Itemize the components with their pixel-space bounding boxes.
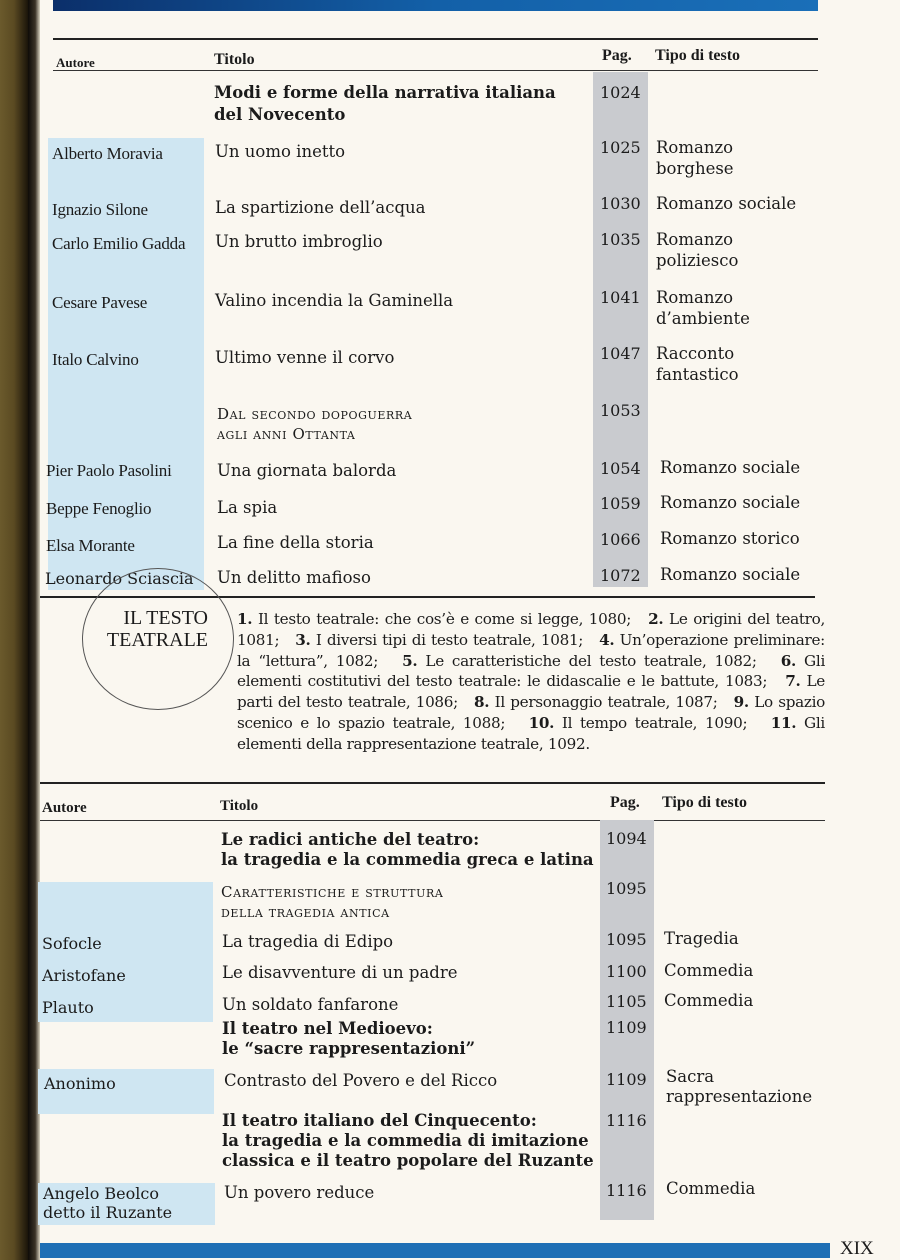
row-type [656, 137, 734, 179]
row-author: Leonardo Sciascia [45, 569, 194, 588]
row-author: Sofocle [42, 934, 102, 953]
row-title: La tragedia di Edipo [222, 932, 394, 951]
table2-heading1 [221, 830, 594, 870]
row-author: Pier Paolo Pasolini [46, 461, 172, 480]
row-author: Anonimo [44, 1074, 116, 1093]
table1-header-rule [53, 70, 818, 71]
row-title: La spia [217, 498, 278, 517]
row-author-line1: Angelo Beolco [43, 1184, 159, 1203]
row-author: Beppe Fenoglio [46, 499, 152, 518]
heading3-line2: la tragedia e la commedia di imitazione [222, 1131, 589, 1150]
row-title: Le disavventure di un padre [222, 963, 458, 982]
section-bottom-rule [40, 782, 825, 784]
table2-heading2 [222, 1019, 475, 1059]
summary-item: 11. Gli elementi della rappresentazione teatrale, 1092. [237, 713, 825, 753]
row-type [656, 343, 739, 385]
row-type: Commedia [664, 961, 754, 980]
heading2-page: 1109 [606, 1018, 647, 1037]
row-type-line2: d’ambiente [656, 309, 750, 328]
heading3-line3: classica e il teatro popolare del Ruzante [222, 1151, 594, 1170]
heading2-line2: le “sacre rappresentazioni” [222, 1039, 476, 1058]
summary-item: 4. Un’operazione preliminare: la “lettura”, 1082; [237, 630, 825, 670]
table1-header-pag: Pag. [602, 47, 632, 64]
table1-top-rule [53, 38, 818, 40]
row-type: Romanzo sociale [660, 565, 801, 584]
row-type: Romanzo storico [660, 529, 800, 548]
row-page: 1030 [600, 194, 641, 213]
row-author: Elsa Morante [46, 536, 135, 555]
row-author: Plauto [42, 998, 94, 1017]
table1-section-heading [214, 82, 556, 126]
row-page: 1025 [600, 138, 641, 157]
section-heading-page: 1024 [600, 83, 641, 102]
subsection-page: 1053 [600, 401, 641, 420]
row-type-line1: Sacra [666, 1067, 715, 1086]
row-type-line2: rappresentazione [666, 1087, 813, 1106]
section-title-line1: IL TESTO [123, 607, 208, 629]
row-type: Commedia [666, 1179, 756, 1198]
table2-header-rule [40, 820, 825, 821]
summary-item: 8. Il personaggio teatrale, 1087; [474, 693, 718, 712]
heading2-line1: Il teatro nel Medioevo: [222, 1019, 433, 1038]
row-title: Un povero reduce [224, 1183, 375, 1202]
section-heading-line2: del Novecento [214, 105, 346, 124]
subsection1-line2: della tragedia antica [221, 903, 390, 921]
top-color-bar [53, 0, 818, 11]
row-type-line1: Romanzo [656, 138, 734, 157]
summary-item: 5. Le caratteristiche del testo teatrale, 1082; [402, 651, 757, 670]
row-type-line1: Romanzo [656, 288, 734, 307]
subsection1-line1: Caratteristiche e struttura [221, 883, 444, 901]
row-title: Valino incendia la Gaminella [215, 291, 454, 310]
row-page: 1105 [606, 992, 647, 1011]
book-spine-shadow [0, 0, 28, 1260]
row-author: Aristofane [42, 966, 126, 985]
row-type: Romanzo sociale [660, 458, 801, 477]
row-type [666, 1067, 812, 1107]
row-page: 1035 [600, 230, 641, 249]
row-type-line1: Romanzo [656, 230, 734, 249]
table2-heading3 [222, 1111, 594, 1171]
heading3-page: 1116 [606, 1111, 647, 1130]
row-author: Carlo Emilio Gadda [52, 234, 186, 253]
section-title [88, 607, 208, 651]
row-page: 1054 [600, 459, 641, 478]
row-author: Italo Calvino [52, 350, 139, 369]
row-type-line1: Racconto [656, 344, 735, 363]
summary-item: 10. Il tempo teatrale, 1090; [528, 713, 748, 732]
row-author: Alberto Moravia [52, 144, 163, 163]
row-page: 1072 [600, 566, 641, 585]
summary-item: 9. Lo spazio scenico e lo spazio teatrale, 1088; [237, 693, 825, 732]
row-type: Romanzo sociale [660, 493, 801, 512]
table1-header-autore: Autore [56, 55, 95, 70]
heading3-line1: Il teatro italiano del Cinquecento: [222, 1111, 537, 1130]
row-page: 1095 [606, 930, 647, 949]
row-page: 1116 [606, 1181, 647, 1200]
row-title: La fine della storia [217, 533, 374, 552]
row-type: Tragedia [664, 929, 739, 948]
row-page: 1109 [606, 1070, 647, 1089]
row-type-line2: borghese [656, 159, 734, 178]
row-title: Ultimo venne il corvo [215, 348, 395, 367]
row-author [43, 1184, 172, 1222]
table1-subsection [217, 404, 412, 444]
subsection1-page: 1095 [606, 879, 647, 898]
row-title: Un soldato fanfarone [222, 995, 399, 1014]
row-author: Cesare Pavese [52, 293, 148, 312]
table1-header-titolo: Titolo [214, 51, 255, 68]
row-page: 1041 [600, 288, 641, 307]
row-author: Ignazio Silone [52, 200, 148, 219]
summary-item: 6. Gli elementi costitutivi del testo teatrale: le didascalie e le battute, 1083; [237, 651, 826, 691]
row-title: Un uomo inetto [215, 142, 346, 161]
row-author-line2: detto il Ruzante [43, 1203, 173, 1222]
row-type: Commedia [664, 991, 754, 1010]
table2-header-tipo: Tipo di testo [662, 794, 748, 811]
section-heading-line1: Modi e forme della narrativa italiana [214, 83, 556, 102]
row-title: Un delitto mafioso [217, 568, 371, 587]
section-title-line2: TEATRALE [106, 629, 208, 651]
subsection-line2: agli anni Ottanta [217, 425, 356, 443]
row-type-line2: fantastico [656, 365, 739, 384]
row-type-line2: poliziesco [656, 251, 739, 270]
heading1-line1: Le radici antiche del teatro: [221, 830, 480, 849]
section-summary [237, 609, 825, 755]
row-page: 1066 [600, 530, 641, 549]
table2-header-titolo: Titolo [220, 798, 259, 814]
heading1-page: 1094 [606, 829, 647, 848]
table1-header-tipo: Tipo di testo [655, 47, 741, 64]
row-page: 1047 [600, 344, 641, 363]
row-title: La spartizione dell’acqua [215, 198, 426, 217]
heading1-line2: la tragedia e la commedia greca e latina [221, 850, 594, 869]
row-title: Una giornata balorda [217, 461, 397, 480]
row-page: 1059 [600, 494, 641, 513]
row-type: Romanzo sociale [656, 194, 797, 213]
row-page: 1100 [606, 962, 647, 981]
page-number: XIX [840, 1238, 874, 1259]
subsection-line1: Dal secondo dopoguerra [217, 405, 413, 423]
table2-header-pag: Pag. [610, 794, 640, 811]
summary-item: 1. Il testo teatrale: che cos’è e come si legge, 1080; [237, 610, 632, 628]
row-type [656, 287, 750, 329]
table2-header-autore: Autore [42, 800, 87, 816]
table2-subsection1 [221, 882, 443, 922]
row-type [656, 229, 738, 271]
summary-item: 2. Le origini del teatro, 1081; [237, 610, 825, 649]
summary-item: 3. I diversi tipi di testo teatrale, 1081; [295, 630, 584, 649]
summary-item: 7. Le parti del testo teatrale, 1086; [237, 672, 825, 712]
bottom-color-bar [40, 1243, 830, 1258]
row-title: Un brutto imbroglio [215, 232, 383, 251]
row-title: Contrasto del Povero e del Ricco [224, 1071, 498, 1090]
